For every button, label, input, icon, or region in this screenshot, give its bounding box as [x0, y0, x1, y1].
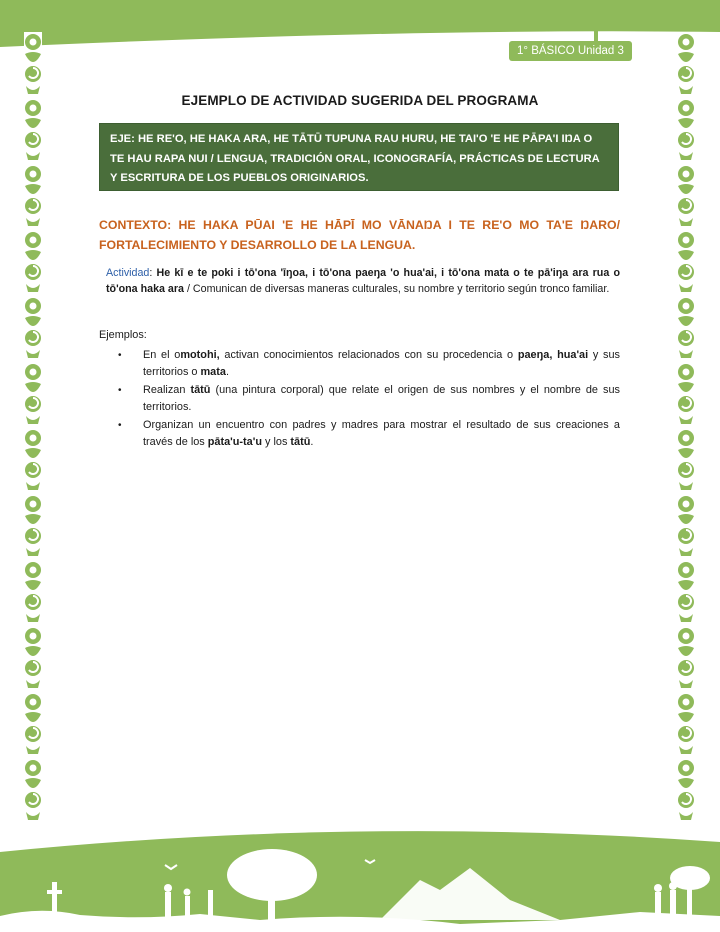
item-text: Organizan un encuentro con padres y madres para mostrar el resultado de sus creaciones a través de los [143, 419, 620, 448]
item-bold-term: motohi, [180, 349, 220, 361]
item-text: , [549, 349, 558, 361]
actividad-paragraph [106, 266, 620, 297]
item-text: Realizan [143, 384, 191, 396]
item-bold-term: paeŋa [517, 349, 550, 361]
list-item [114, 347, 620, 381]
item-bold-term: mata [200, 366, 226, 378]
bullet-icon: • [118, 420, 122, 431]
bullet-icon: • [118, 350, 122, 361]
item-text: (una pintura corporal) que relate el origen de sus nombres y el nombre de sus territorios. [143, 384, 620, 413]
actividad-colon: : [149, 267, 157, 279]
ejemplos-list [114, 347, 620, 452]
bottom-landscape-illustration [0, 820, 720, 932]
left-ornament-border [22, 30, 44, 820]
page-title: EJEMPLO DE ACTIVIDAD SUGERIDA DEL PROGRAMA [181, 93, 539, 108]
item-bold-term: tātū [290, 436, 311, 448]
actividad-label: Actividad [106, 267, 150, 279]
item-text: . [310, 436, 314, 448]
list-item [114, 417, 620, 451]
item-bold-term: hua'ai [557, 349, 589, 361]
actividad-spanish-text: Comunican de diversas maneras culturales, su nombre y territorio según tronco familiar. [192, 282, 610, 295]
actividad-rapanui-text: He kī e te poki i tō'ona 'īŋoa, i tō'ona paeŋa 'o hua'ai, i tō'ona mata o te pā'iŋa ara rua o tō'ona haka ara [106, 267, 620, 295]
cactus-icon [52, 882, 57, 916]
item-text: y los [261, 436, 291, 448]
unit-badge: 1° BÁSICO Unidad 3 [509, 41, 632, 61]
eje-text: EJE: HE RE'O, HE HAKA ARA, HE TĀTŪ TUPUNA RAU HURU, HE TAI'O 'E HE PĀPA'I IŊA O TE HAU RAPA NUI / LENGUA, TRADICIÓN ORAL, ICONOGRAFÍA, PRÁCTICAS DE LECTURA Y ESCRITURA DE LOS PUEBLOS ORIGINARIOS. [110, 133, 600, 184]
item-text: . [225, 366, 229, 378]
item-bold-term: tātū [190, 384, 211, 396]
right-ornament-border [675, 30, 697, 820]
item-text: En el o [143, 349, 181, 361]
list-item [114, 382, 620, 416]
actividad-separator: / [183, 282, 193, 295]
ejemplos-label: Ejemplos: [99, 329, 147, 341]
item-text: y sus territorios o [143, 349, 620, 378]
contexto-heading: CONTEXTO: HE HAKA PŪAI 'E HE HĀPĪ MO VĀNAŊA I TE RE'O MO TA'E ŊARO/ FORTALECIMIENTO Y DESARROLLO DE LA LENGUA. [99, 218, 620, 252]
bullet-icon: • [118, 385, 122, 396]
item-text: activan conocimientos relacionados con su procedencia o [219, 349, 518, 361]
eje-box [99, 123, 619, 191]
item-bold-term: pāta'u-ta'u [207, 436, 262, 448]
